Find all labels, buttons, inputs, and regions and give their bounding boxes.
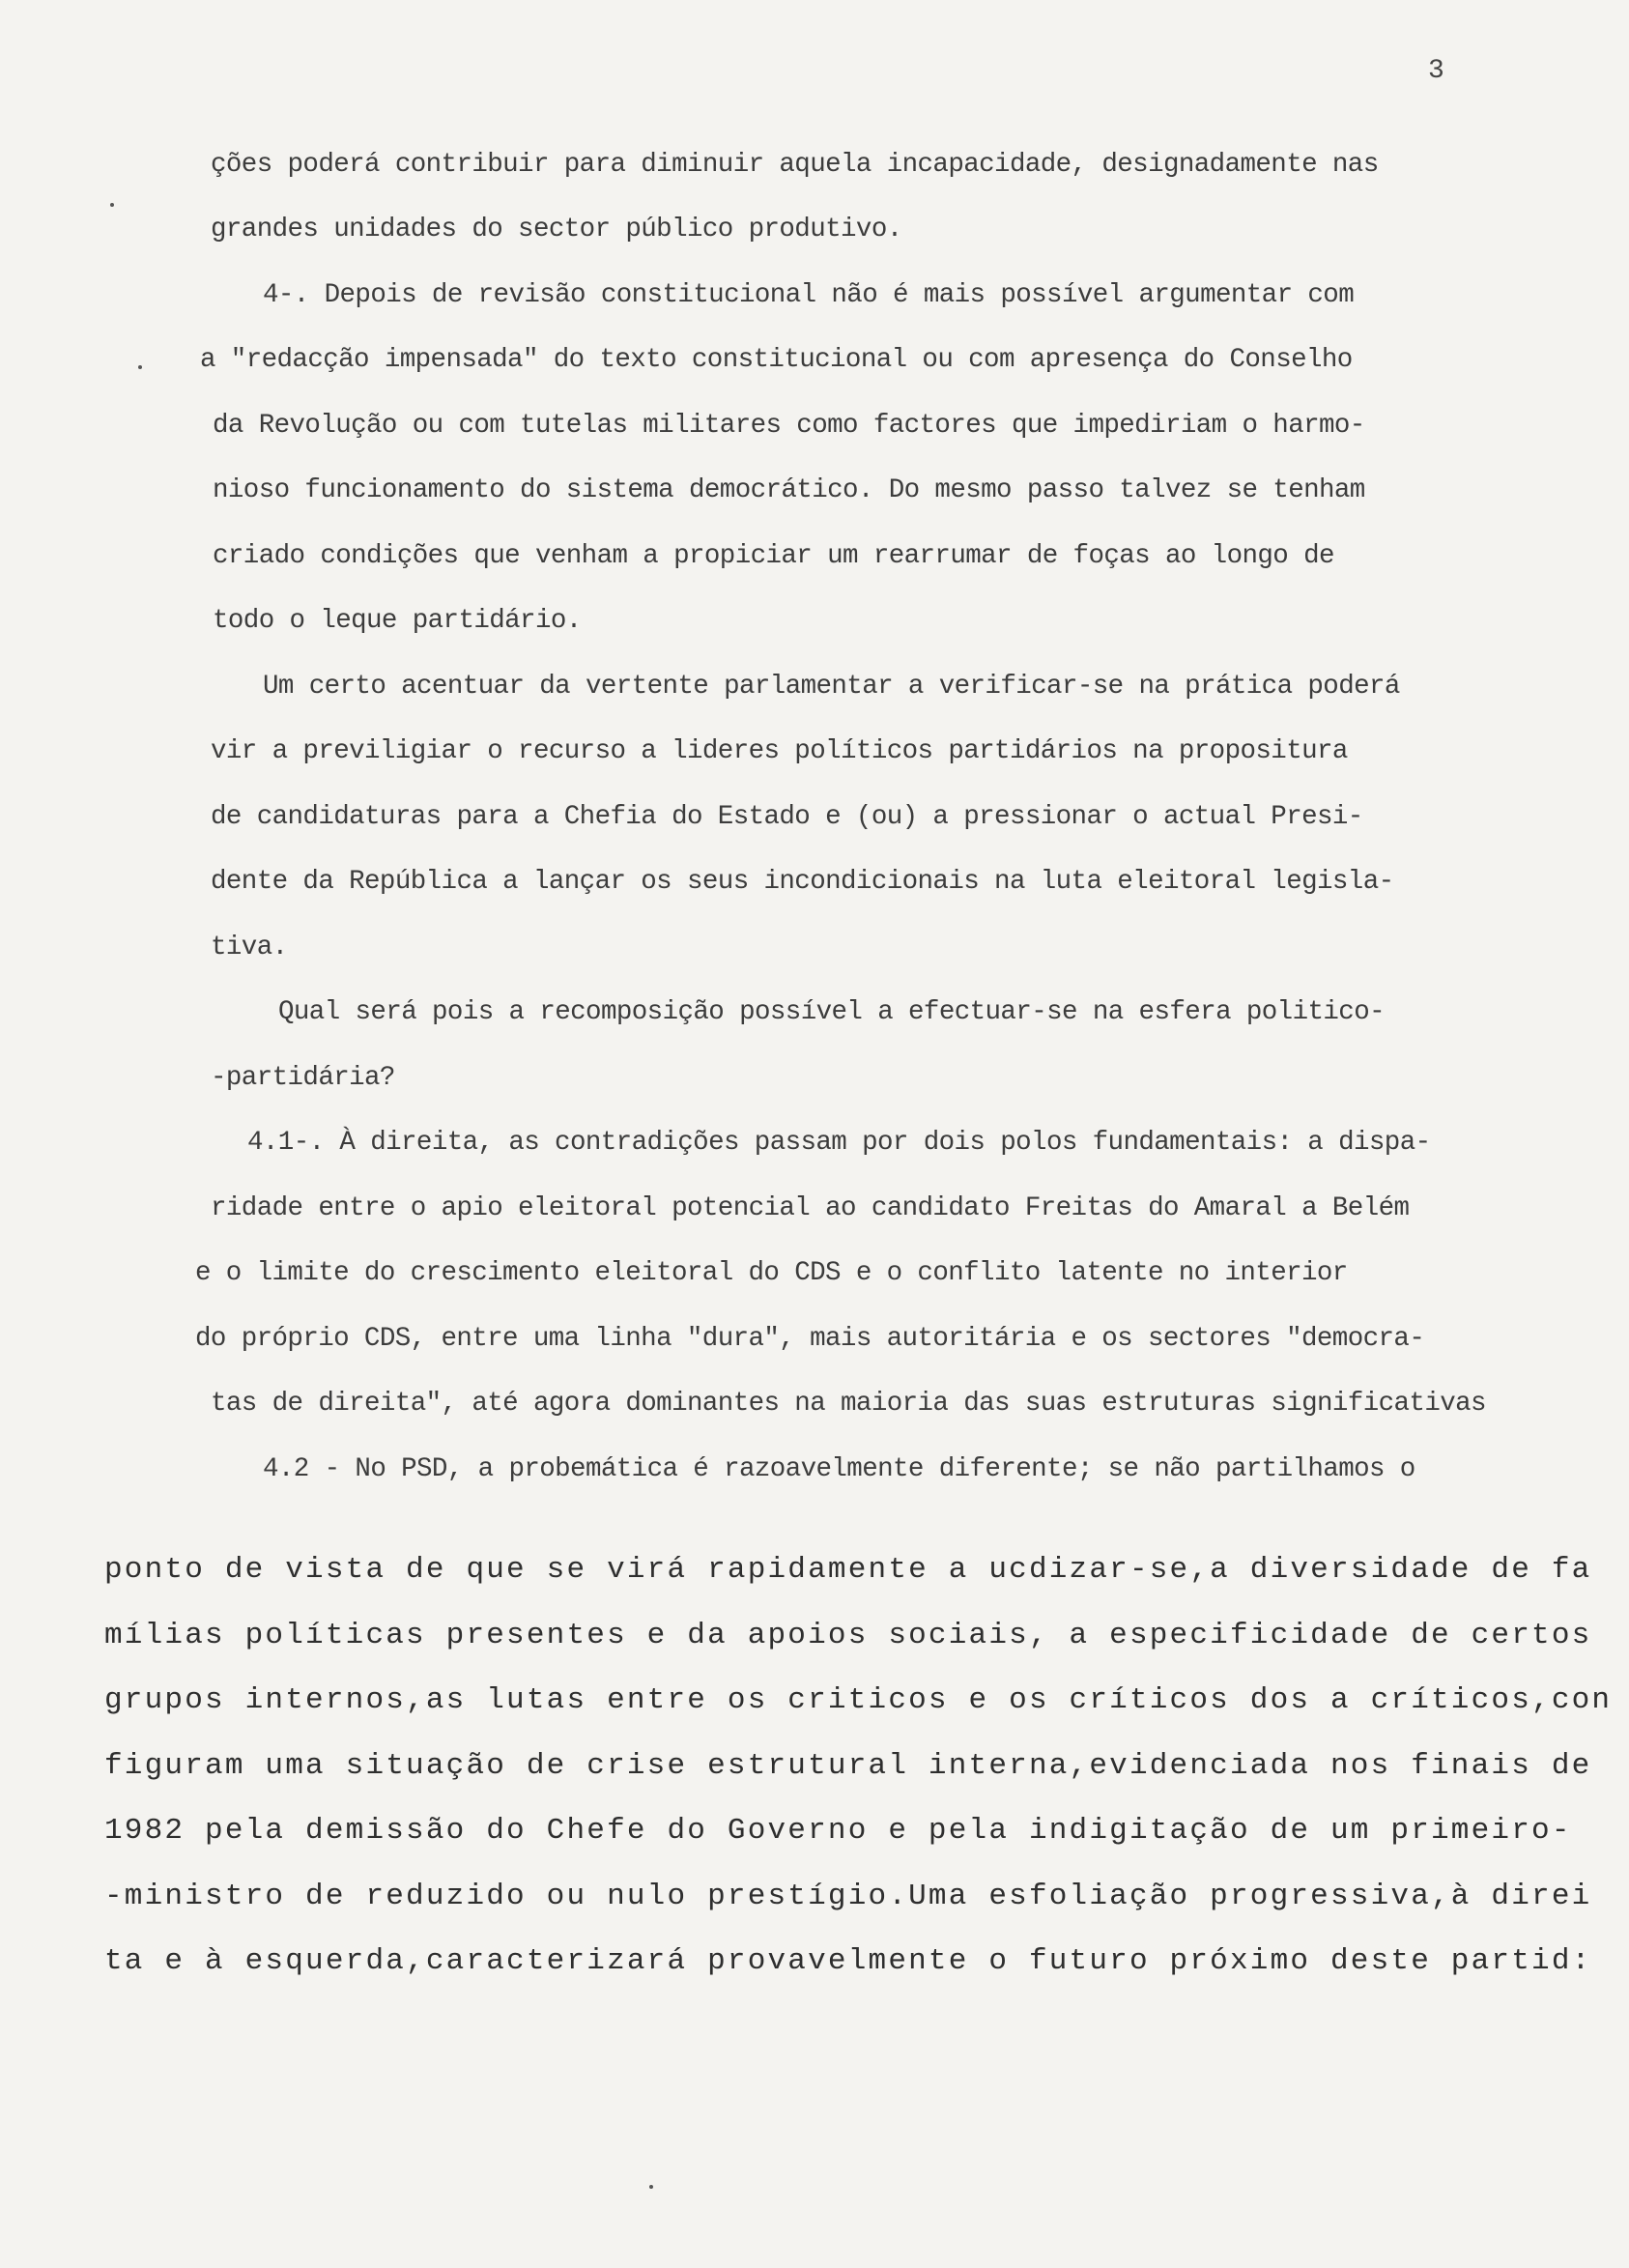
text-line: ponto de vista de que se virá rapidamente a ucdizar-se,a diversidade de fa: [104, 1553, 1592, 1587]
text-line: 1982 pela demissão do Chefe do Governo e pela indigitação de um primeiro-: [104, 1814, 1572, 1848]
paper-speck: [110, 203, 114, 207]
text-line: grandes unidades do sector público produtivo.: [211, 215, 902, 244]
text-line: mílias políticas presentes e da apoios sociais, a especificidade de certos: [104, 1619, 1592, 1652]
text-line: todo o leque partidário.: [213, 606, 582, 636]
text-line: grupos internos,as lutas entre os criticos e os críticos dos a críticos,con: [104, 1683, 1613, 1717]
page-number: 3: [1428, 56, 1444, 86]
text-line: -ministro de reduzido ou nulo prestígio.Uma esfoliação progressiva,à direi: [104, 1880, 1592, 1913]
text-line: -partidária?: [211, 1063, 395, 1093]
text-line: vir a previligiar o recurso a lideres políticos partidários na propositura: [211, 736, 1348, 766]
text-line: 4.1-. À direita, as contradições passam por dois polos fundamentais: a dispa-: [247, 1128, 1431, 1158]
paper-speck: [138, 365, 142, 369]
text-line: a "redacção impensada" do texto constitucional ou com apresença do Conselho: [200, 345, 1353, 375]
text-line: dente da República a lançar os seus incondicionais na luta eleitoral legisla-: [211, 867, 1394, 897]
paper-speck: [649, 2185, 653, 2189]
text-line: 4-. Depois de revisão constitucional não é mais possível argumentar com: [263, 280, 1355, 310]
text-line: figuram uma situação de crise estrutural interna,evidenciada nos finais de: [104, 1749, 1592, 1783]
text-line: tiva.: [211, 933, 288, 962]
text-line: criado condições que venham a propiciar um rearrumar de foças ao longo de: [213, 541, 1334, 571]
text-line: 4.2 - No PSD, a probemática é razoavelmente diferente; se não partilhamos o: [263, 1454, 1415, 1484]
text-line: e o limite do crescimento eleitoral do CDS e o conflito latente no interior: [195, 1258, 1348, 1288]
text-line: ções poderá contribuir para diminuir aquela incapacidade, designadamente nas: [211, 150, 1379, 180]
text-line: da Revolução ou com tutelas militares como factores que impediriam o harmo-: [213, 411, 1365, 441]
text-line: ridade entre o apio eleitoral potencial ao candidato Freitas do Amaral a Belém: [211, 1193, 1410, 1223]
text-line: Um certo acentuar da vertente parlamentar a verificar-se na prática poderá: [263, 672, 1400, 702]
text-line: tas de direita", até agora dominantes na maioria das suas estruturas significativas: [211, 1389, 1486, 1419]
text-line: ta e à esquerda,caracterizará provavelmente o futuro próximo deste partid:: [104, 1944, 1592, 1978]
text-line: Qual será pois a recomposição possível a efectuar-se na esfera politico-: [278, 997, 1385, 1027]
text-line: do próprio CDS, entre uma linha "dura", mais autoritária e os sectores "democra-: [195, 1324, 1425, 1354]
text-line: nioso funcionamento do sistema democrático. Do mesmo passo talvez se tenham: [213, 475, 1365, 505]
text-line: de candidaturas para a Chefia do Estado e (ou) a pressionar o actual Presi-: [211, 802, 1363, 832]
